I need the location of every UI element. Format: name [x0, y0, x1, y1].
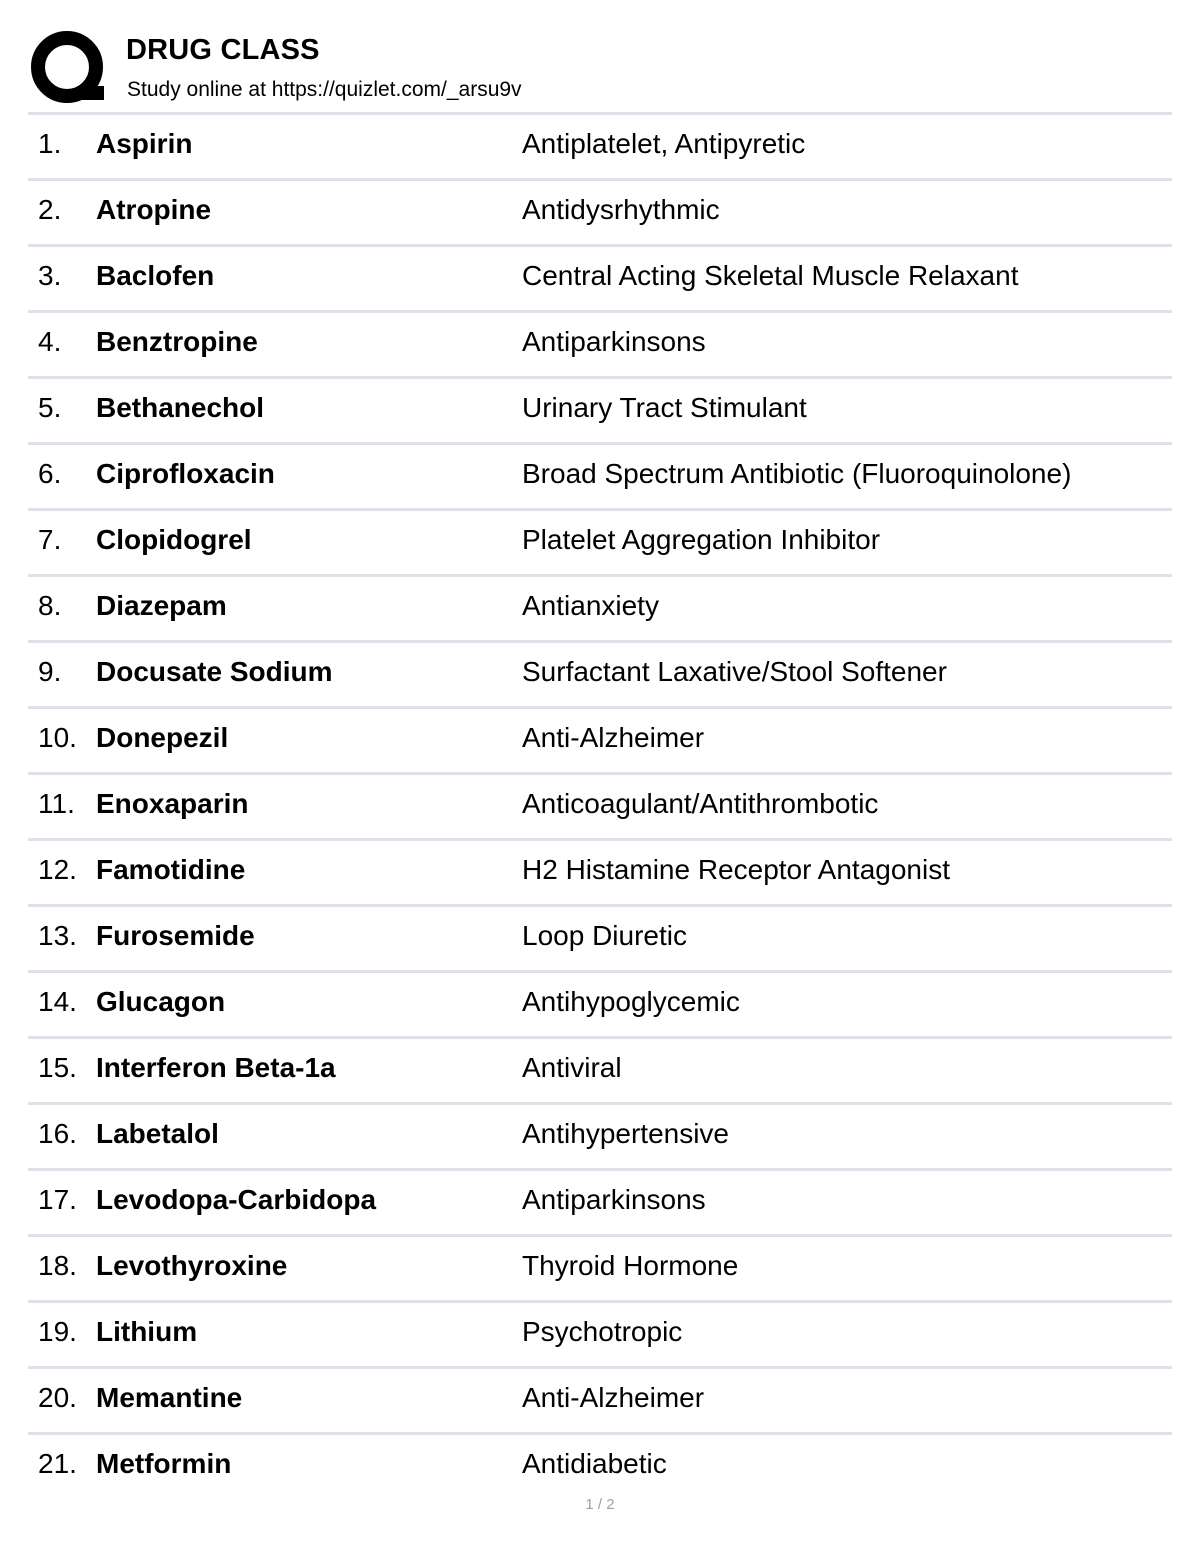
item-term: Labetalol: [96, 1118, 219, 1149]
item-definition: Antianxiety: [522, 590, 659, 621]
item-term: Atropine: [96, 194, 212, 225]
item-term: Levodopa-Carbidopa: [96, 1184, 377, 1215]
list-item: [28, 1105, 1172, 1171]
item-term: Levothyroxine: [96, 1250, 288, 1281]
item-definition: Thyroid Hormone: [522, 1250, 739, 1281]
item-term: Metformin: [96, 1448, 232, 1479]
item-term: Ciprofloxacin: [96, 458, 275, 489]
item-definition: Urinary Tract Stimulant: [522, 392, 807, 423]
list-item: [28, 1171, 1172, 1237]
item-number: 17.: [38, 1184, 77, 1215]
list-item: [28, 1039, 1172, 1105]
item-definition: Antihypoglycemic: [522, 986, 740, 1017]
item-definition: Central Acting Skeletal Muscle Relaxant: [522, 260, 1019, 291]
item-definition: Antidiabetic: [522, 1448, 667, 1479]
item-number: 11.: [38, 788, 75, 819]
item-term: Baclofen: [96, 260, 215, 291]
list-item: [28, 247, 1172, 313]
document-header: [28, 28, 1172, 112]
item-term: Docusate Sodium: [96, 656, 333, 687]
list-item: [28, 577, 1172, 643]
item-definition: Broad Spectrum Antibiotic (Fluoroquinolone): [522, 458, 1072, 489]
item-number: 7.: [38, 524, 62, 555]
item-definition: Anti-Alzheimer: [522, 1382, 705, 1413]
item-number: 14.: [38, 986, 77, 1017]
item-term: Diazepam: [96, 590, 227, 621]
item-definition: Anti-Alzheimer: [522, 722, 705, 753]
item-definition: Antiviral: [522, 1052, 622, 1083]
list-item: [28, 775, 1172, 841]
item-number: 12.: [38, 854, 77, 885]
item-definition: Anticoagulant/Antithrombotic: [522, 788, 879, 819]
item-term: Bethanechol: [96, 392, 265, 423]
item-number: 19.: [38, 1316, 77, 1347]
item-number: 3.: [38, 260, 62, 291]
item-number: 10.: [38, 722, 77, 753]
item-definition: Psychotropic: [522, 1316, 683, 1347]
list-item: [28, 973, 1172, 1039]
study-online-link[interactable]: Study online at https://quizlet.com/_arsu9v: [127, 78, 522, 101]
item-number: 5.: [38, 392, 62, 423]
item-term: Aspirin: [96, 128, 193, 159]
item-definition: Platelet Aggregation Inhibitor: [522, 524, 881, 555]
term-list: [28, 115, 1172, 1498]
item-number: 18.: [38, 1250, 77, 1281]
quizlet-logo-icon: [30, 30, 108, 108]
item-definition: Loop Diuretic: [522, 920, 687, 951]
list-item: [28, 445, 1172, 511]
list-item: [28, 115, 1172, 181]
list-item: [28, 643, 1172, 709]
item-definition: Antiparkinsons: [522, 1184, 706, 1215]
item-number: 8.: [38, 590, 62, 621]
list-item: [28, 181, 1172, 247]
item-number: 16.: [38, 1118, 77, 1149]
item-term: Glucagon: [96, 986, 226, 1017]
item-number: 15.: [38, 1052, 77, 1083]
item-number: 4.: [38, 326, 62, 357]
item-term: Clopidogrel: [96, 524, 252, 555]
item-number: 21.: [38, 1448, 77, 1479]
item-term: Furosemide: [96, 920, 255, 951]
list-item: [28, 1237, 1172, 1303]
item-number: 13.: [38, 920, 77, 951]
page-number: 1 / 2: [585, 1496, 615, 1513]
list-item: [28, 1369, 1172, 1435]
list-item: [28, 1435, 1172, 1498]
list-item: [28, 379, 1172, 445]
list-item: [28, 1303, 1172, 1369]
item-term: Enoxaparin: [96, 788, 249, 819]
item-definition: Surfactant Laxative/Stool Softener: [522, 656, 947, 687]
item-number: 2.: [38, 194, 62, 225]
item-term: Memantine: [96, 1382, 243, 1413]
item-number: 6.: [38, 458, 62, 489]
item-definition: H2 Histamine Receptor Antagonist: [522, 854, 950, 885]
item-definition: Antihypertensive: [522, 1118, 730, 1149]
item-term: Famotidine: [96, 854, 246, 885]
document-title: DRUG CLASS: [126, 34, 320, 66]
item-number: 9.: [38, 656, 62, 687]
item-number: 1.: [38, 128, 62, 159]
item-term: Interferon Beta-1a: [96, 1052, 336, 1083]
list-item: [28, 313, 1172, 379]
list-item: [28, 841, 1172, 907]
item-term: Benztropine: [96, 326, 258, 357]
item-definition: Antidysrhythmic: [522, 194, 720, 225]
item-definition: Antiparkinsons: [522, 326, 706, 357]
item-term: Donepezil: [96, 722, 229, 753]
list-item: [28, 511, 1172, 577]
item-term: Lithium: [96, 1316, 198, 1347]
list-item: [28, 907, 1172, 973]
list-item: [28, 709, 1172, 775]
item-definition: Antiplatelet, Antipyretic: [522, 128, 806, 159]
item-number: 20.: [38, 1382, 77, 1413]
